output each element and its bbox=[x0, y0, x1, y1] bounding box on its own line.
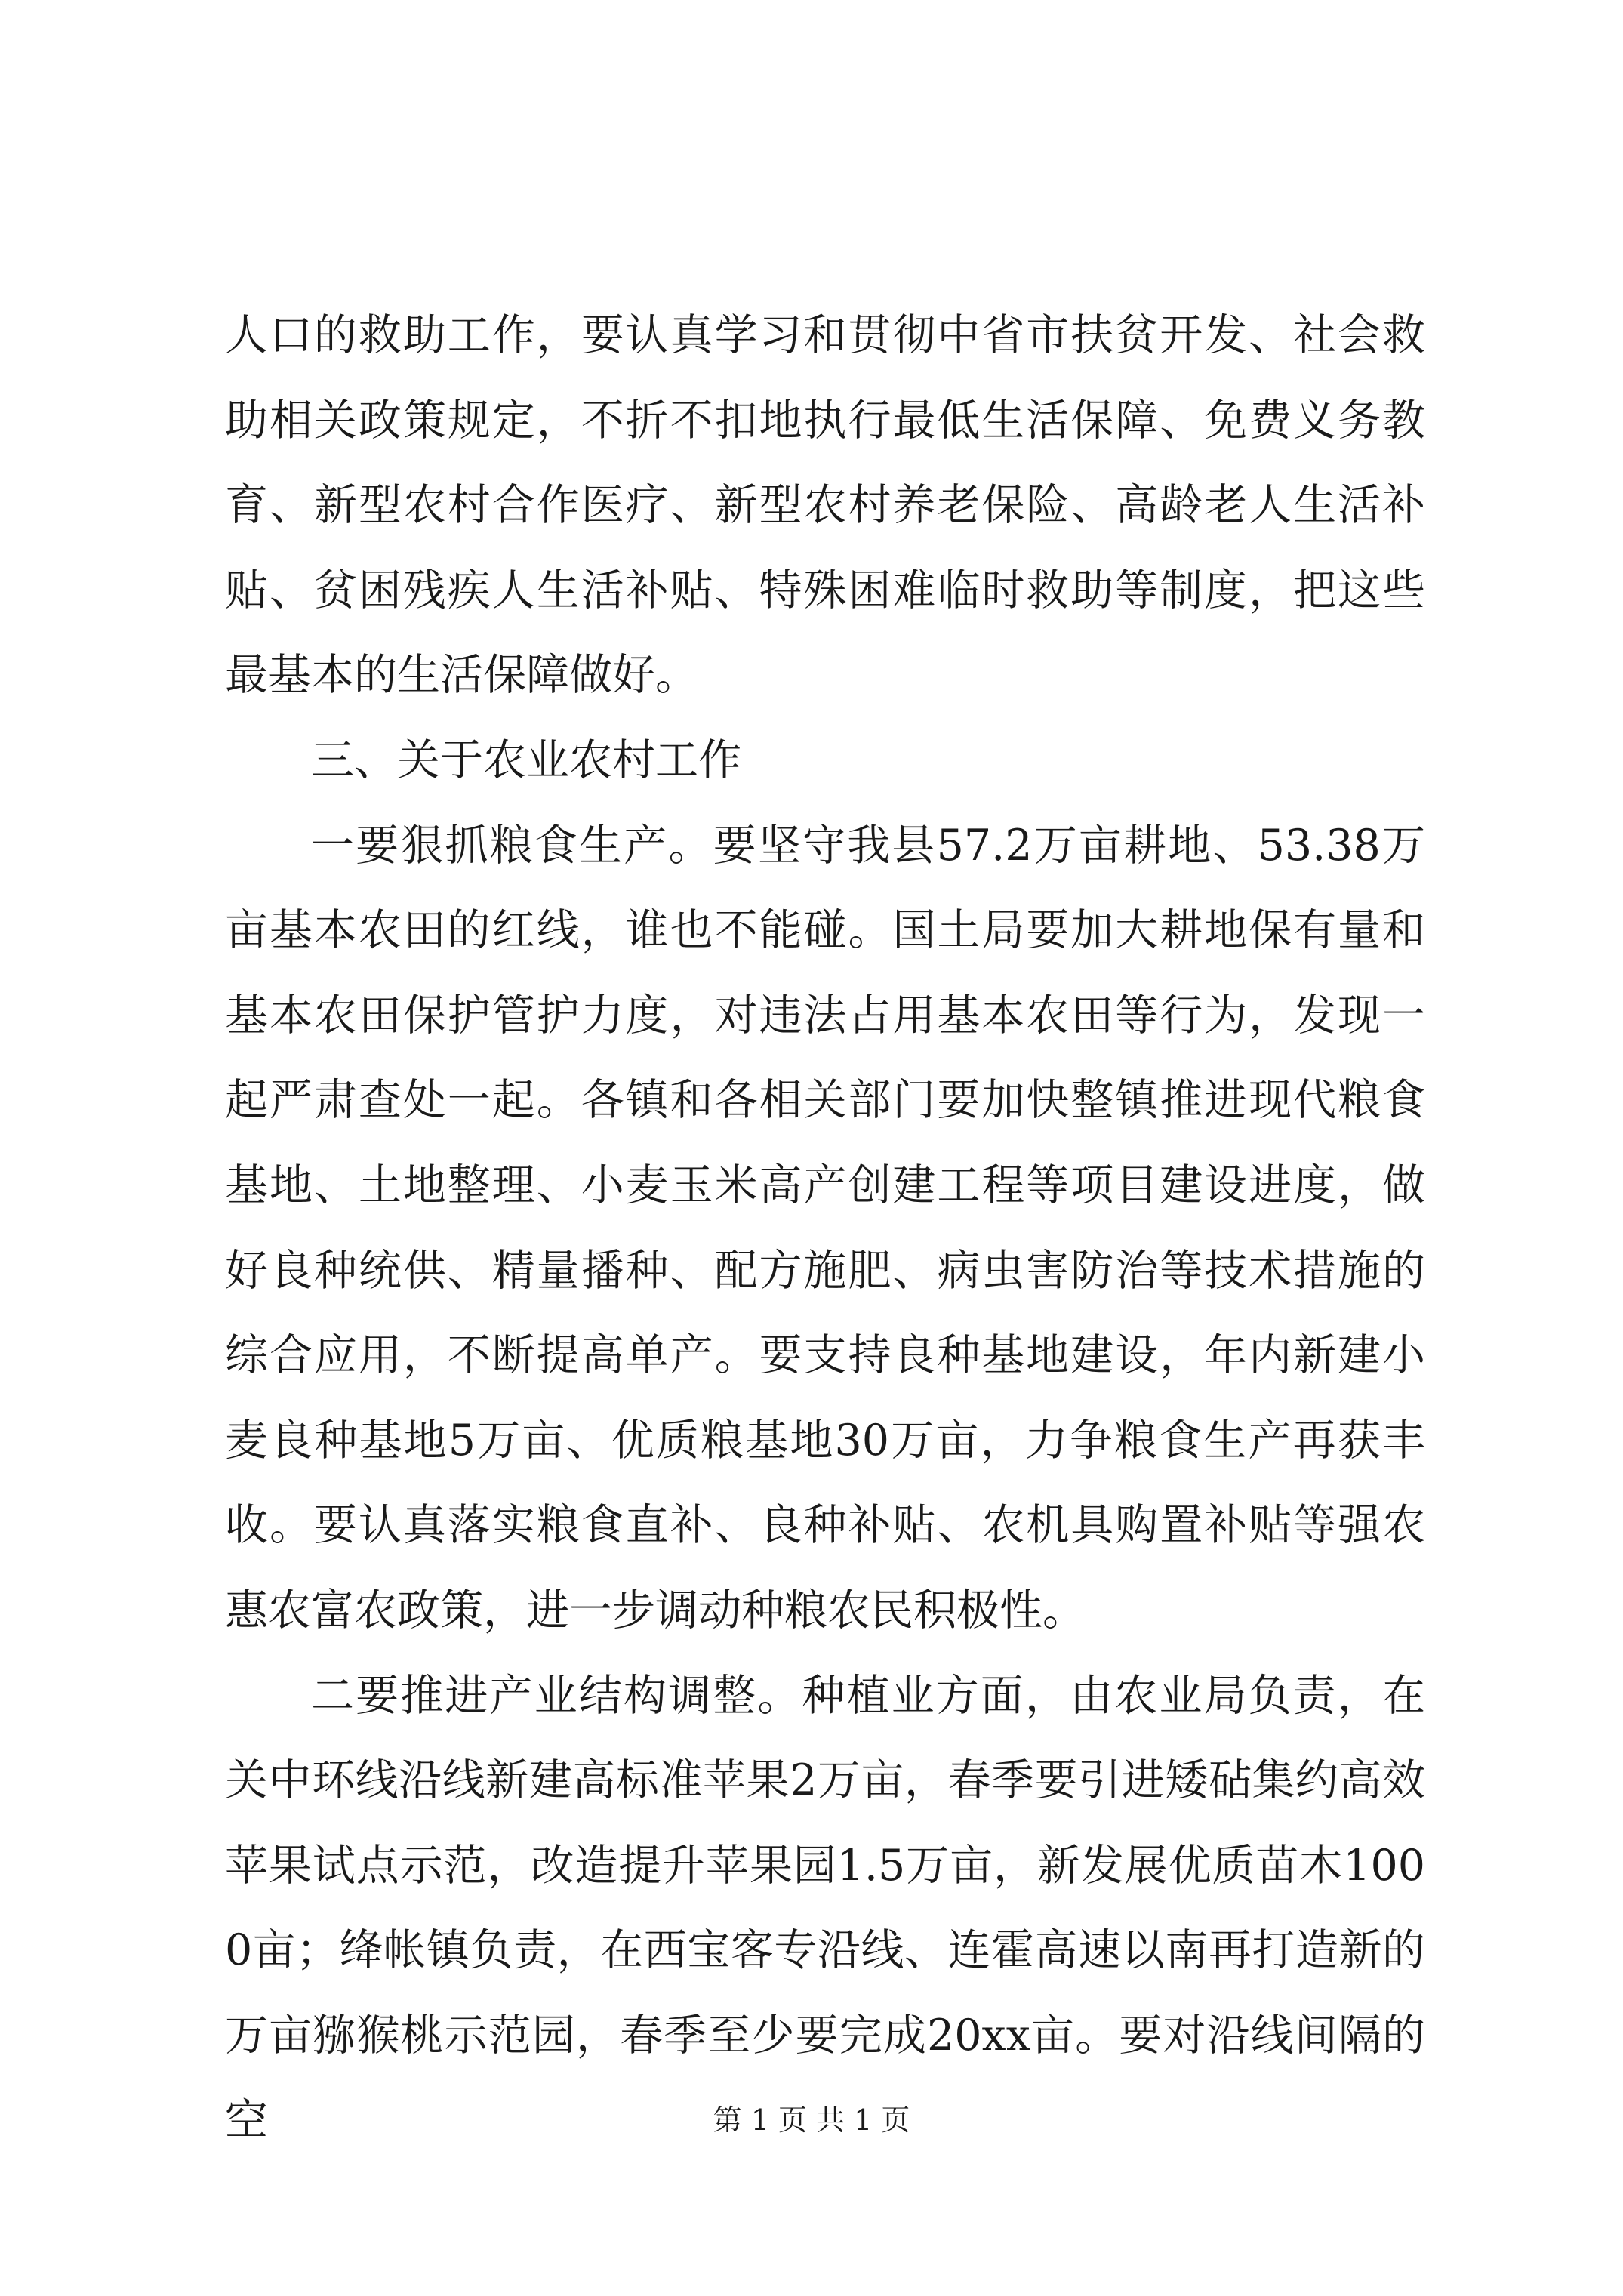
paragraph-industry-structure: 二要推进产业结构调整。种植业方面，由农业局负责，在关中环线沿线新建高标准苹果2万亩，春季要引进矮砧集约高效苹果试点示范，改造提升苹果园1.5万亩，新发展优质苗木1000亩；绛帐镇负责，在西宝客专沿线、连霍高速以南再打造新的万亩猕猴桃示范园，春季至少要完成20xx亩。要对沿线间隔的空 bbox=[225, 1670, 1425, 2146]
page-number-footer: 第 1 页 共 1 页 bbox=[713, 2103, 910, 2137]
document-body bbox=[225, 293, 1425, 2163]
paragraph-relief-work: 人口的救助工作，要认真学习和贯彻中省市扶贫开发、社会救助相关政策规定，不折不扣地执行最低生活保障、免费义务教育、新型农村合作医疗、新型农村养老保险、高龄老人生活补贴、贫困残疾人生活补贴、特殊困难临时救助等制度，把这些最基本的生活保障做好。 bbox=[225, 310, 1425, 701]
paragraph-grain-production: 一要狠抓粮食生产。要坚守我县57.2万亩耕地、53.38万亩基本农田的红线，谁也不能碰。国土局要加大耕地保有量和基本农田保护管护力度，对违法占用基本农田等行为，发现一起严肃查处一起。各镇和各相关部门要加快整镇推进现代粮食基地、土地整理、小麦玉米高产创建工程等项目建设进度，做好良种统供、精量播种、配方施肥、病虫害防治等技术措施的综合应用，不断提高单产。要支持良种基地建设，年内新建小麦良种基地5万亩、优质粮基地30万亩，力争粮食生产再获丰收。要认真落实粮食直补、良种补贴、农机具购置补贴等强农惠农富农政策，进一步调动种粮农民积极性。 bbox=[225, 820, 1425, 1635]
section-heading-agriculture: 三、关于农业农村工作 bbox=[311, 735, 741, 785]
